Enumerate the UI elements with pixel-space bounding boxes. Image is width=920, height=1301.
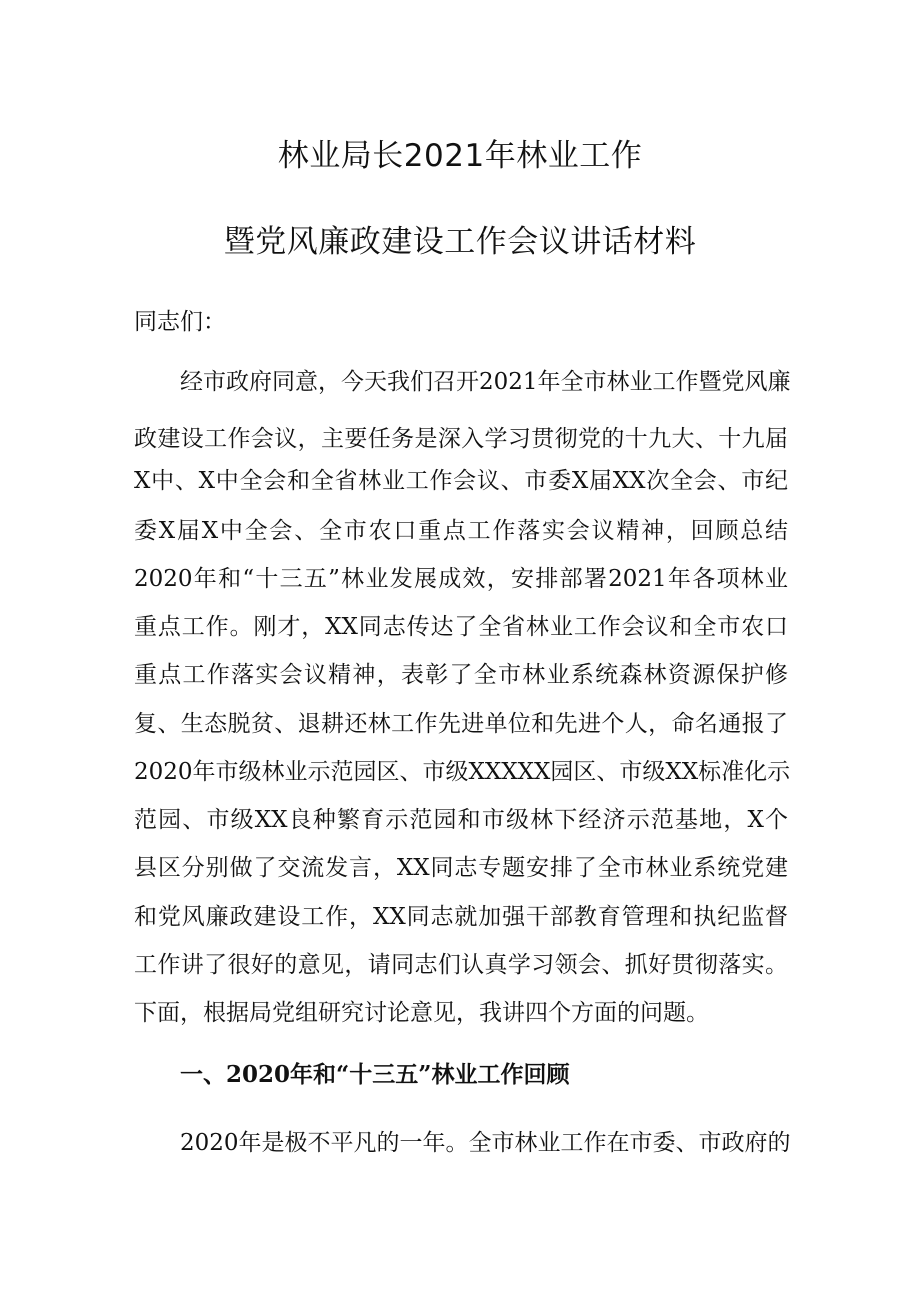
intro-line: 2020年和“十三五”林业发展成效，安排部署2021年各项林业 xyxy=(134,566,788,592)
intro-line: 县区分别做了交流发言，XX同志专题安排了全市林业系统党建 xyxy=(134,855,788,881)
section-1-first-line: 2020年是极不平凡的一年。全市林业工作在市委、市政府的 xyxy=(180,1130,791,1156)
intro-line: 复、生态脱贫、退耕还林工作先进单位和先进个人，命名通报了 xyxy=(134,711,788,737)
intro-line: 2020年市级林业示范园区、市级XXXXX园区、市级XX标准化示 xyxy=(134,759,791,785)
document-title-line-2: 暨党风廉政建设工作会议讲话材料 xyxy=(223,224,697,260)
intro-line: 重点工作。刚才，XX同志传达了全省林业工作会议和全市农口 xyxy=(134,614,788,640)
salutation: 同志们： xyxy=(134,309,226,335)
section-1-heading: 一、2020年和“十三五”林业工作回顾 xyxy=(180,1061,570,1088)
document-title-line-1: 林业局长2021年林业工作 xyxy=(277,138,643,174)
intro-line: 下面，根据局党组研究讨论意见，我讲四个方面的问题。 xyxy=(134,1000,709,1026)
intro-line: X中、X中全会和全省林业工作会议、市委X届XX次全会、市纪 xyxy=(134,468,788,494)
intro-line: 政建设工作会议，主要任务是深入学习贯彻党的十九大、十九届 xyxy=(134,426,788,452)
intro-line: 和党风廉政建设工作，XX同志就加强干部教育管理和执纪监督 xyxy=(134,904,788,930)
intro-line: 委X届X中全会、全市农口重点工作落实会议精神，回顾总结 xyxy=(134,518,788,544)
intro-line: 经市政府同意，今天我们召开2021年全市林业工作暨党风廉 xyxy=(180,369,791,395)
intro-line: 工作讲了很好的意见，请同志们认真学习领会、抓好贯彻落实。 xyxy=(134,952,788,978)
intro-line: 重点工作落实会议精神，表彰了全市林业系统森林资源保护修 xyxy=(134,662,788,688)
intro-line: 范园、市级XX良种繁育示范园和市级林下经济示范基地，X个 xyxy=(134,807,788,833)
